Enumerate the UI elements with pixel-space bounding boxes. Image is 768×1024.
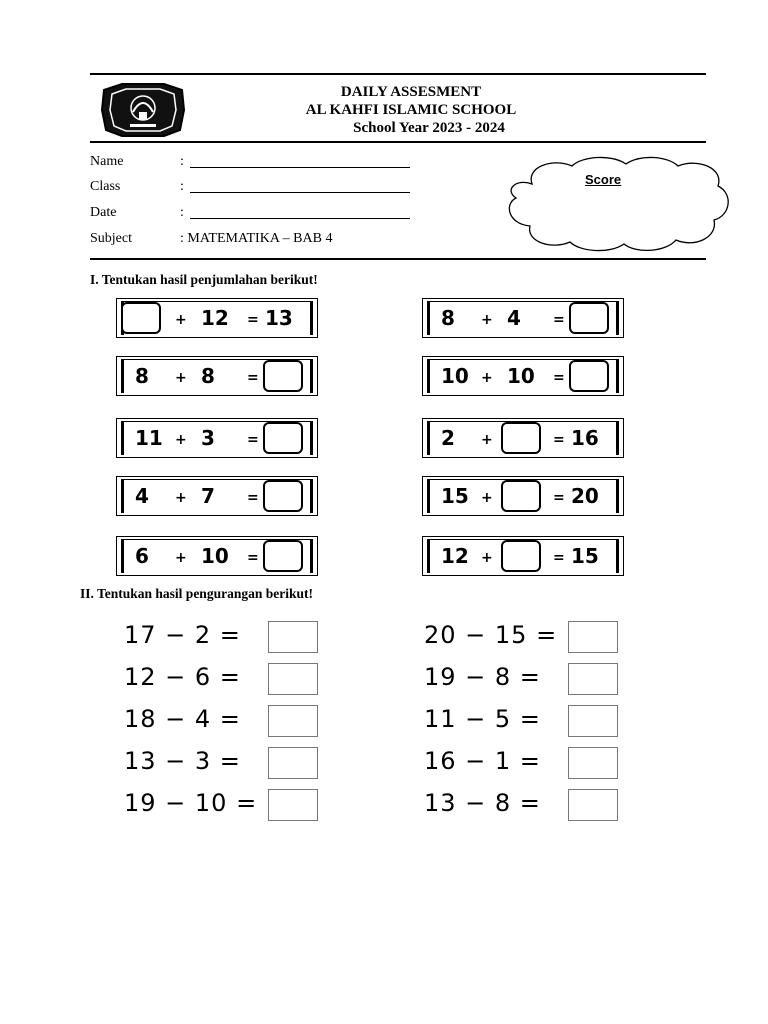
- number: 15: [571, 544, 599, 568]
- subtraction-equation: 13 − 8 =: [424, 789, 541, 817]
- addition-equation: [116, 476, 318, 516]
- date-row: [90, 205, 420, 225]
- equals-sign: =: [247, 312, 259, 328]
- answer-box[interactable]: [121, 302, 161, 334]
- subtraction-equation: 20 − 15 =: [424, 621, 558, 649]
- header-school-year: School Year 2023 - 2024: [353, 120, 505, 136]
- equals-sign: =: [553, 490, 565, 506]
- subtraction-equation: 16 − 1 =: [424, 747, 541, 775]
- class-colon: :: [180, 179, 184, 194]
- equals-sign: =: [553, 550, 565, 566]
- top-rule: [90, 73, 706, 75]
- answer-box[interactable]: [268, 747, 318, 779]
- answer-box[interactable]: [268, 663, 318, 695]
- answer-box[interactable]: [263, 480, 303, 512]
- header-school-name: AL KAHFI ISLAMIC SCHOOL: [305, 102, 517, 118]
- addition-equation: [422, 356, 624, 396]
- equals-sign: =: [553, 370, 565, 386]
- name-row: [90, 154, 420, 174]
- section-2-title: II. Tentukan hasil pengurangan berikut!: [80, 586, 313, 601]
- equals-sign: =: [247, 370, 259, 386]
- number: 8: [135, 364, 149, 388]
- class-field[interactable]: [190, 192, 410, 193]
- answer-box[interactable]: [501, 480, 541, 512]
- subtraction-equation: 19 − 10 =: [124, 789, 258, 817]
- answer-box[interactable]: [501, 540, 541, 572]
- number: 10: [507, 364, 535, 388]
- number: 7: [201, 484, 215, 508]
- number: 6: [135, 544, 149, 568]
- addition-equation: [116, 298, 318, 338]
- date-field[interactable]: [190, 218, 410, 219]
- cloud-shape-icon: [502, 154, 734, 254]
- date-colon: :: [180, 205, 184, 220]
- class-row: [90, 179, 420, 199]
- subtraction-equation: 13 − 3 =: [124, 747, 241, 775]
- addition-equation: [116, 418, 318, 458]
- answer-box[interactable]: [568, 747, 618, 779]
- number: 11: [135, 426, 163, 450]
- equals-sign: =: [247, 550, 259, 566]
- answer-box[interactable]: [501, 422, 541, 454]
- number: 12: [201, 306, 229, 330]
- addition-equation: [116, 536, 318, 576]
- name-label: Name: [90, 154, 124, 169]
- plus-sign: +: [175, 370, 187, 386]
- subject-value: : MATEMATIKA – BAB 4: [180, 231, 333, 246]
- answer-box[interactable]: [263, 422, 303, 454]
- subject-row: [90, 231, 420, 251]
- plus-sign: +: [175, 312, 187, 328]
- number: 8: [441, 306, 455, 330]
- number: 13: [265, 306, 293, 330]
- equals-sign: =: [247, 490, 259, 506]
- answer-box[interactable]: [569, 302, 609, 334]
- subtraction-equation: 12 − 6 =: [124, 663, 241, 691]
- equals-sign: =: [247, 432, 259, 448]
- addition-equation: [116, 356, 318, 396]
- answer-box[interactable]: [568, 789, 618, 821]
- plus-sign: +: [175, 490, 187, 506]
- answer-box[interactable]: [263, 540, 303, 572]
- subject-label: Subject: [90, 231, 132, 246]
- header-rule: [90, 141, 706, 143]
- plus-sign: +: [481, 370, 493, 386]
- number: 3: [201, 426, 215, 450]
- name-colon: :: [180, 154, 184, 169]
- subtraction-equation: 17 − 2 =: [124, 621, 241, 649]
- subtraction-equation: 19 − 8 =: [424, 663, 541, 691]
- number: 4: [135, 484, 149, 508]
- plus-sign: +: [481, 312, 493, 328]
- plus-sign: +: [481, 490, 493, 506]
- plus-sign: +: [175, 432, 187, 448]
- number: 10: [441, 364, 469, 388]
- answer-box[interactable]: [569, 360, 609, 392]
- answer-box[interactable]: [268, 705, 318, 737]
- section-1-title: I. Tentukan hasil penjumlahan berikut!: [90, 272, 318, 287]
- subtraction-equation: 18 − 4 =: [124, 705, 241, 733]
- answer-box[interactable]: [263, 360, 303, 392]
- number: 16: [571, 426, 599, 450]
- score-label: Score: [585, 172, 622, 187]
- answer-box[interactable]: [268, 621, 318, 653]
- number: 2: [441, 426, 455, 450]
- date-label: Date: [90, 205, 117, 220]
- answer-box[interactable]: [568, 663, 618, 695]
- addition-equation: [422, 418, 624, 458]
- equals-sign: =: [553, 312, 565, 328]
- number: 15: [441, 484, 469, 508]
- number: 8: [201, 364, 215, 388]
- equals-sign: =: [553, 432, 565, 448]
- plus-sign: +: [481, 550, 493, 566]
- class-label: Class: [90, 179, 121, 194]
- score-cloud[interactable]: [502, 154, 734, 254]
- number: 20: [571, 484, 599, 508]
- plus-sign: +: [175, 550, 187, 566]
- number: 12: [441, 544, 469, 568]
- answer-box[interactable]: [568, 705, 618, 737]
- subtraction-equation: 11 − 5 =: [424, 705, 541, 733]
- info-rule: [90, 258, 706, 260]
- name-field[interactable]: [190, 167, 410, 168]
- header-title: DAILY ASSESMENT: [340, 84, 482, 100]
- number: 4: [507, 306, 521, 330]
- addition-equation: [422, 476, 624, 516]
- plus-sign: +: [481, 432, 493, 448]
- addition-equation: [422, 298, 624, 338]
- answer-box[interactable]: [268, 789, 318, 821]
- number: 10: [201, 544, 229, 568]
- answer-box[interactable]: [568, 621, 618, 653]
- addition-equation: [422, 536, 624, 576]
